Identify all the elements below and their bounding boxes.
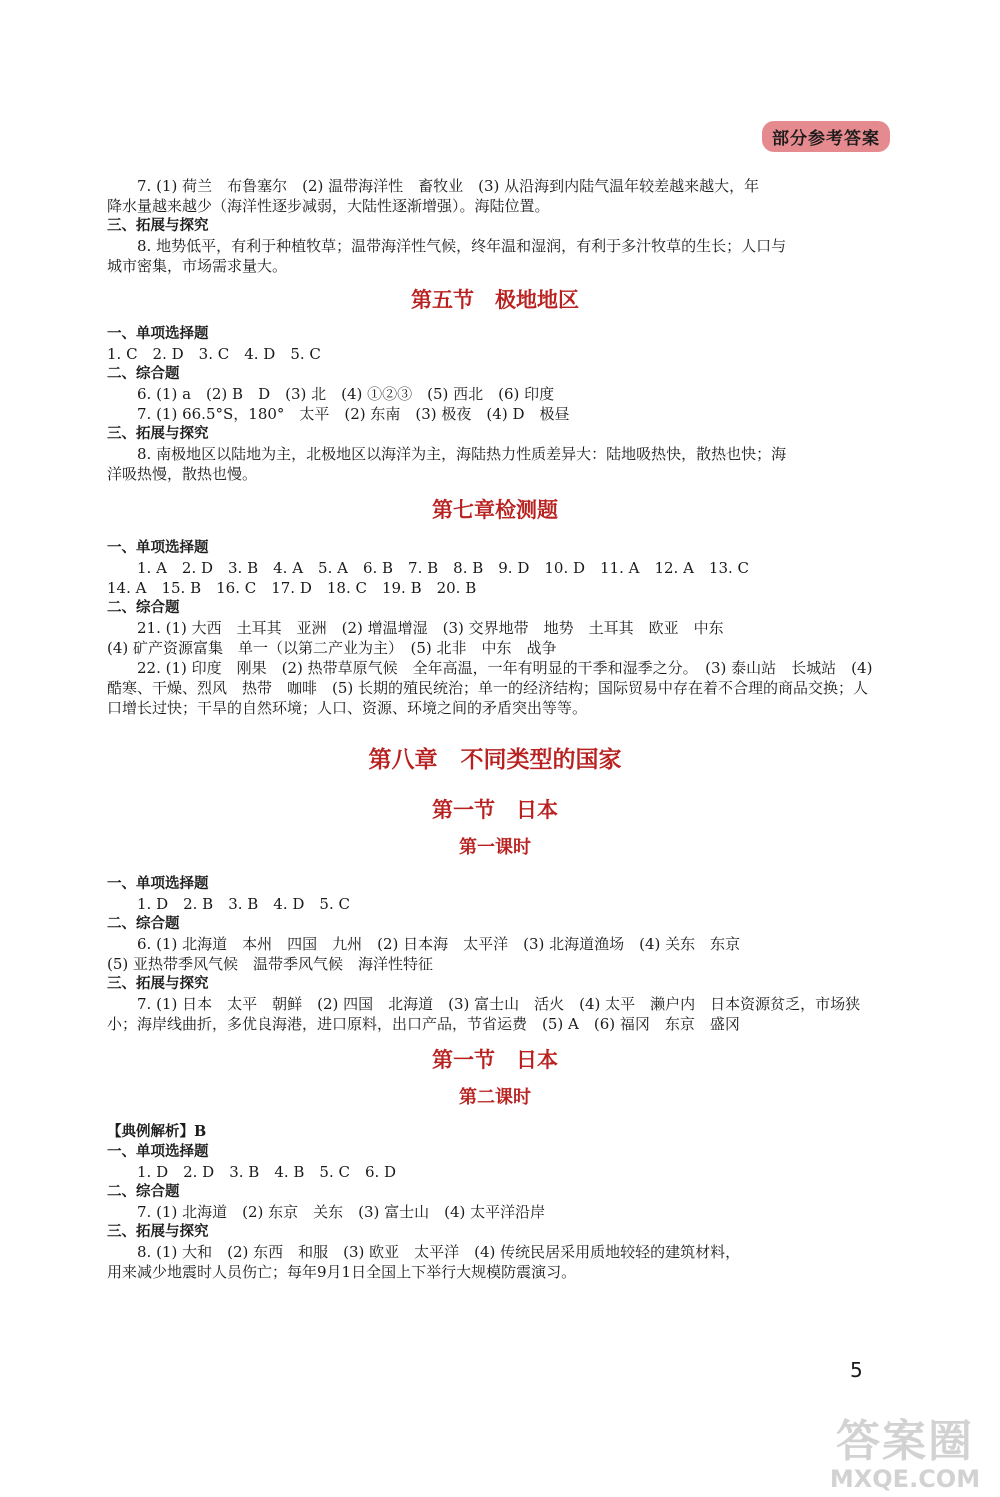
section-title: 第七章检测题: [432, 498, 558, 522]
question-type-heading: 一、单项选择题: [107, 1143, 209, 1160]
question-type-heading: 一、单项选择题: [107, 875, 209, 892]
answer-line: 用来减少地震时人员伤亡；每年9月1日全国上下举行大规模防震演习。: [107, 1263, 577, 1281]
answer-paragraph: 7. (1) 日本 太平 朝鲜 (2) 四国 北海道 (3) 富士山 活火 (4) 太平 濑户内 日本资源贫乏，市场狭小；海岸线曲折，多优良海港，进口原料，出口产品，节省运费 (5) A (6) 福冈 东京 盛冈: [107, 995, 861, 1033]
page-number: 5: [850, 1358, 863, 1382]
lesson-title: 第一课时: [459, 837, 531, 858]
watermark-logo: [815, 1418, 995, 1492]
answer-line: 21. (1) 大西 土耳其 亚洲 (2) 增温增湿 (3) 交界地带 地势 土耳其 欧亚 中东: [137, 619, 724, 637]
answer-line: 7. (1) 66.5°S，180° 太平 (2) 东南 (3) 极夜 (4) D 极昼: [137, 405, 570, 423]
answer-line: 1. C 2. D 3. C 4. D 5. C: [107, 345, 321, 363]
question-type-heading: 三、拓展与探究: [107, 217, 209, 234]
example-analysis: 【典例解析】B: [107, 1123, 207, 1140]
watermark-url: MXQE.COM: [829, 1465, 981, 1493]
answer-line: 1. A 2. D 3. B 4. A 5. A 6. B 7. B 8. B 9. D 10. D 11. A 12. A 13. C: [137, 559, 750, 577]
section-title: 第五节 极地地区: [411, 288, 579, 312]
answer-line: 降水量越来越少（海洋性逐步减弱，大陆性逐渐增强）。海陆位置。: [107, 197, 550, 215]
answer-line: 1. D 2. B 3. B 4. D 5. C: [137, 895, 350, 913]
question-type-heading: 一、单项选择题: [107, 539, 209, 556]
question-type-heading: 二、综合题: [107, 915, 180, 932]
question-type-heading: 二、综合题: [107, 1183, 180, 1200]
section-title: 第一节 日本: [432, 798, 558, 822]
answer-line: (4) 矿产资源富集 单一（以第二产业为主） (5) 北非 中东 战争: [107, 639, 557, 657]
answer-line: (5) 亚热带季风气候 温带季风气候 海洋性特征: [107, 955, 434, 973]
answer-line: 8. 南极地区以陆地为主，北极地区以海洋为主，海陆热力性质差异大：陆地吸热快，散热也快；海: [137, 445, 787, 463]
watermark-text: 答案圈: [836, 1416, 974, 1467]
question-type-heading: 二、综合题: [107, 599, 180, 616]
answer-line: 7. (1) 荷兰 布鲁塞尔 (2) 温带海洋性 畜牧业 (3) 从沿海到内陆气温年较差越来越大，年: [137, 177, 760, 195]
lesson-title: 第二课时: [459, 1087, 531, 1108]
answer-line: 7. (1) 北海道 (2) 东京 关东 (3) 富士山 (4) 太平洋沿岸: [137, 1203, 546, 1221]
question-type-heading: 二、综合题: [107, 365, 180, 382]
answer-line: 1. D 2. D 3. B 4. B 5. C 6. D: [137, 1163, 397, 1181]
answer-line: 6. (1) a (2) B D (3) 北 (4) ①②③ (5) 西北 (6) 印度: [137, 385, 555, 403]
question-type-heading: 三、拓展与探究: [107, 975, 209, 992]
question-type-heading: 三、拓展与探究: [107, 425, 209, 442]
answer-line: 6. (1) 北海道 本州 四国 九州 (2) 日本海 太平洋 (3) 北海道渔场 (4) 关东 东京: [137, 935, 741, 953]
answer-line: 洋吸热慢，散热也慢。: [107, 465, 258, 483]
section-title: 第一节 日本: [432, 1048, 558, 1072]
answer-line: 14. A 15. B 16. C 17. D 18. C 19. B 20. B: [107, 579, 477, 597]
answer-line: 城市密集，市场需求量大。: [107, 257, 288, 275]
answer-paragraph: 22. (1) 印度 刚果 (2) 热带草原气候 全年高温，一年有明显的干季和湿季之分。 (3) 泰山站 长城站 (4) 酷寒、干燥、烈风 热带 咖啡 (5) 长期的殖民统治；单一的经济结构；国际贸易中存在着不合理的商品交换；人口增长过快；干旱的自然环境；人口、资源、环境之间的矛盾突出等等。: [107, 659, 878, 717]
answer-line: 8. (1) 大和 (2) 东西 和服 (3) 欧亚 太平洋 (4) 传统民居采用质地较轻的建筑材料，: [137, 1243, 741, 1261]
answer-content: [107, 176, 883, 1282]
question-type-heading: 一、单项选择题: [107, 325, 209, 342]
chapter-title: 第八章 不同类型的国家: [368, 747, 622, 773]
section-badge: 部分参考答案: [762, 121, 890, 152]
answer-line: 8. 地势低平，有利于种植牧草；温带海洋性气候，终年温和湿润，有利于多汁牧草的生长；人口与: [137, 237, 787, 255]
question-type-heading: 三、拓展与探究: [107, 1223, 209, 1240]
